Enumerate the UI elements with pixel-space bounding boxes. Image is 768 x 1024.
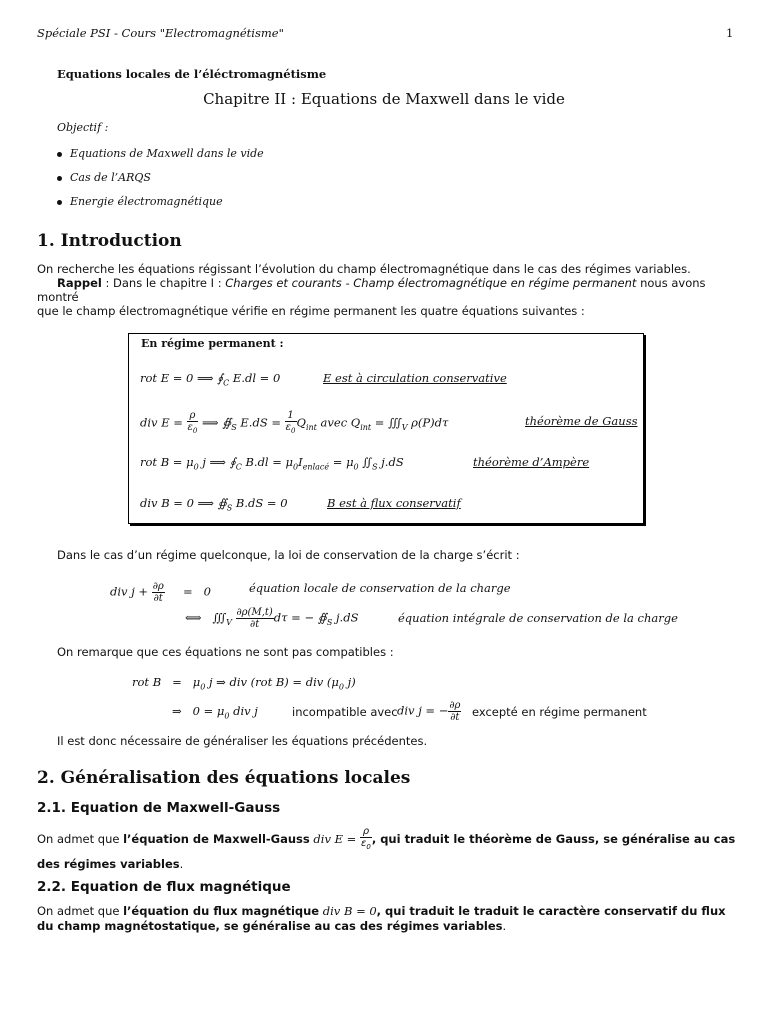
- equation-conservation-local: div j + $\frac{\partial\rho}{\partial t}$ = 0: [110, 581, 211, 604]
- running-header: Spéciale PSI - Cours "Electromagnétisme": [37, 26, 284, 40]
- objective-label: Objectif :: [57, 121, 109, 134]
- page-number: 1: [726, 26, 734, 40]
- paragraph: On admet que l’équation de Maxwell-Gauss div E = $\frac{\rho}{\varepsilon_0}$ , qui traduit le théorème de Gauss, se généralise au cas des régimes variables.: [37, 826, 736, 871]
- equation-rot-b-incompatible: rot $B = \mu_0$ j ⇒ div (rot B) = div ($\mu_0$ j): [132, 675, 356, 692]
- subsection-heading: 2.2. Equation de flux magnétique: [37, 879, 291, 895]
- objective-item: Equations de Maxwell dans le vide: [57, 147, 264, 160]
- section-heading: 2. Généralisation des équations locales: [37, 768, 411, 788]
- rappel-line: Rappel : Dans le chapitre I : Charges et courants - Champ électromagnétique en régime permanent nous avons montré: [37, 276, 706, 304]
- equation-div-b: div B = 0 ⟹ $∯_S$ B.dS = 0: [140, 496, 288, 513]
- intro-text: On recherche les équations régissant l’évolution du champ électromagnétique dans le cas des régimes variables.: [37, 262, 691, 276]
- course-title: Equations locales de l’éléctromagnétisme: [57, 67, 327, 81]
- paragraph: On admet que l’équation du flux magnétique div B = 0, qui traduit le traduit le caractère conservatif du flux du champ magnétostatique, se généralise au cas des régimes variables.: [37, 904, 726, 933]
- objective-item: Cas de l’ARQS: [57, 171, 151, 184]
- paragraph: Il est donc nécessaire de généraliser les équations précédentes.: [57, 734, 428, 748]
- equation-note: théorème d’Ampère: [473, 455, 590, 469]
- paragraph: Dans le cas d’un régime quelconque, la loi de conservation de la charge s’écrit :: [57, 548, 520, 562]
- bullet-icon: [57, 152, 62, 157]
- equations-box: [128, 333, 644, 524]
- paragraph: [37, 262, 737, 318]
- equation-note: B est à flux conservatif: [327, 496, 461, 510]
- incompatible-text: incompatible avec: [292, 705, 398, 719]
- rappel-text: que le champ électromagnétique vérifie en régime permanent les quatre équations suivantes :: [37, 304, 585, 318]
- equation-consequence: ⇒ $0 = \mu_0$ div j: [172, 704, 258, 721]
- equation-div-e: div E = $\frac{\rho}{\varepsilon_0}$ ⟹ $∯_S$ E.dS = $\frac{1}{\varepsilon_0}$ $Q_{int}$ avec $Q_{int}$ = $∭_V$ ρ(P)dτ: [140, 410, 449, 435]
- box-title: En régime permanent :: [141, 337, 284, 350]
- bullet-icon: [57, 176, 62, 181]
- equation-note: équation intégrale de conservation de la charge: [398, 611, 678, 625]
- paragraph: On remarque que ces équations ne sont pas compatibles :: [57, 645, 394, 659]
- equation-note: théorème de Gauss: [525, 414, 638, 428]
- equation-note: équation locale de conservation de la charge: [249, 581, 511, 595]
- equation-note: E est à circulation conservative: [323, 371, 507, 385]
- except-text: excepté en régime permanent: [472, 705, 647, 719]
- objective-item: Energie électromagnétique: [57, 195, 223, 208]
- equation-inline: div j = − $\frac{\partial\rho}{\partial t}$: [397, 700, 461, 723]
- equation-rot-e: rot E = 0 ⟹ $∮_C$ E.dl = 0: [140, 371, 281, 388]
- bullet-icon: [57, 200, 62, 205]
- section-heading: 1. Introduction: [37, 231, 182, 251]
- equation-rot-b: rot $B = \mu_0$ j ⟹ $∮_C$ $B.dl = \mu_0I_{enlacé} = \mu_0$ $∬_S$ j.dS: [140, 455, 404, 472]
- equation-conservation-integral: ⟺ $∭_V$ $\frac{\partial\rho(M,t)}{\partial t}$ dτ = − $∯_S$ j.dS: [185, 607, 359, 630]
- subsection-heading: 2.1. Equation de Maxwell-Gauss: [37, 800, 281, 816]
- chapter-title: Chapitre II : Equations de Maxwell dans le vide: [203, 90, 565, 108]
